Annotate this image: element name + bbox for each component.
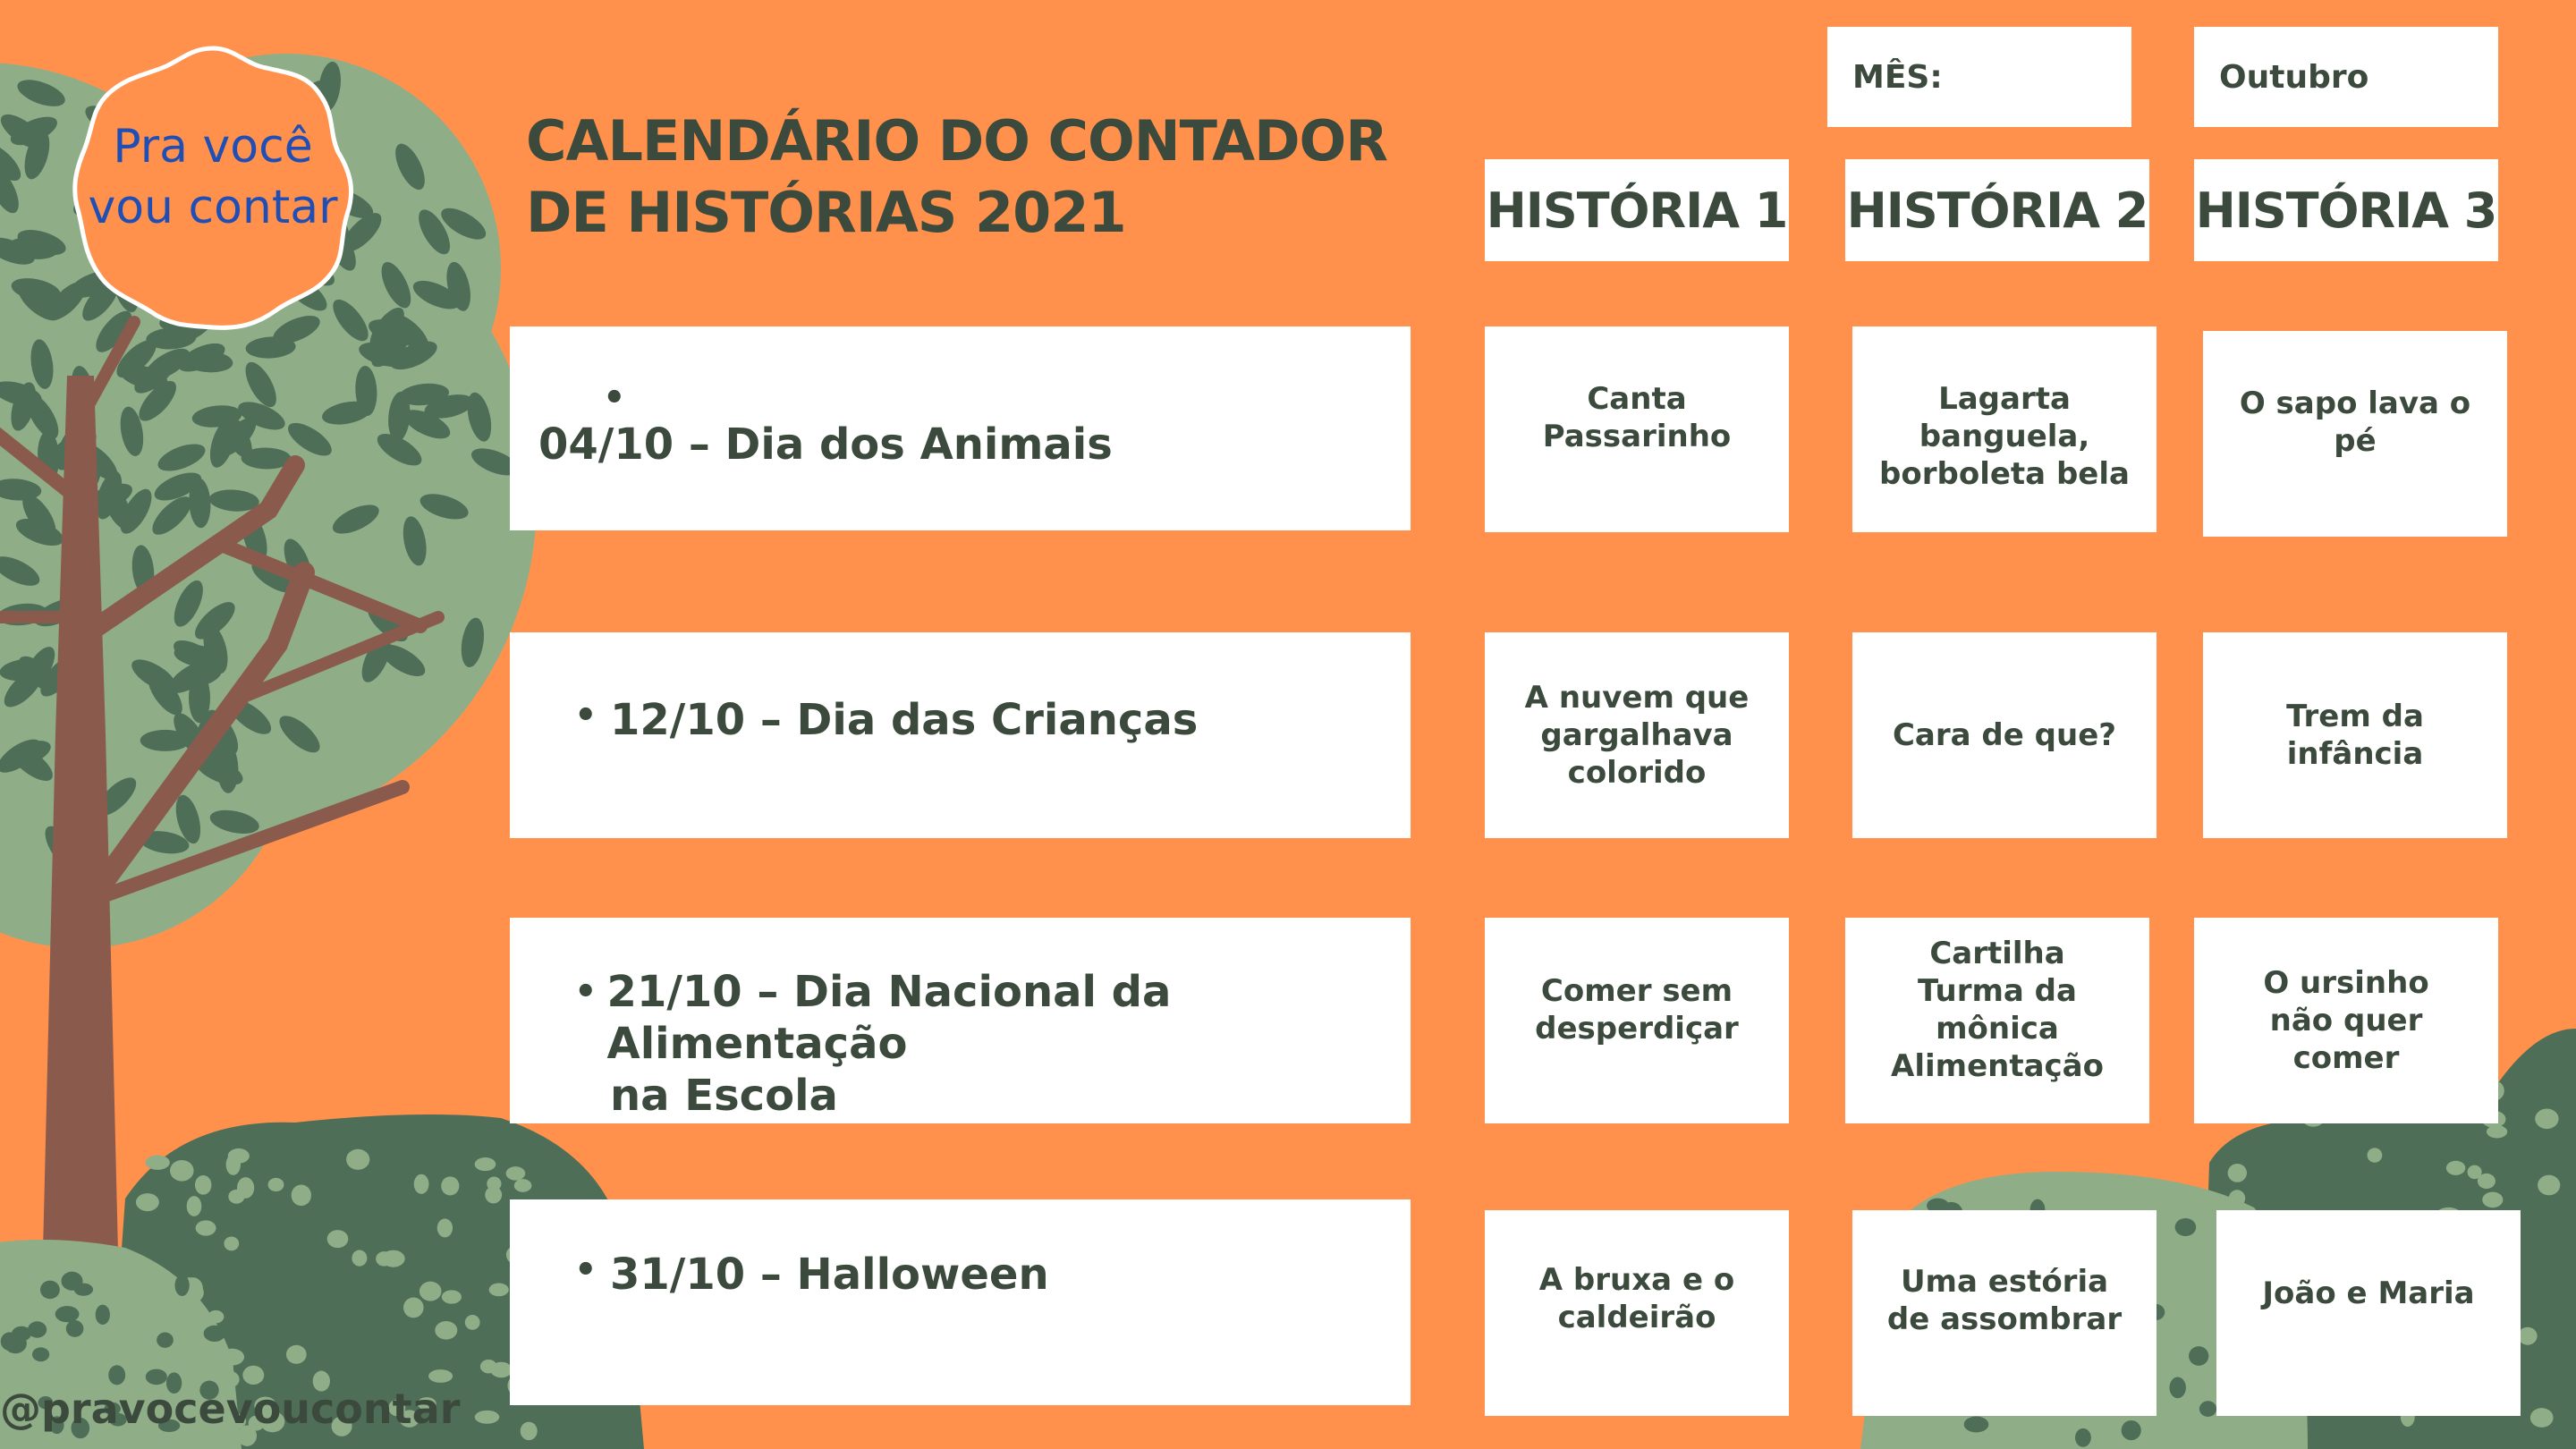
story-title: O ursinho não quer comer <box>2263 965 2429 1076</box>
social-handle: @pravocevoucontar <box>0 1385 461 1433</box>
date-text: 21/10 – Dia Nacional da Alimentação <box>606 967 1172 1069</box>
story-cell <box>2203 632 2507 838</box>
page-title <box>526 106 1387 249</box>
header-label: HISTÓRIA 1 <box>1486 182 1788 239</box>
story-cell <box>1845 918 2149 1123</box>
date-text: 12/10 – Dia das Crianças <box>610 695 1199 745</box>
title-line-1: CALENDÁRIO DO CONTADOR <box>526 108 1388 174</box>
story-cell <box>1852 1210 2157 1416</box>
story-cell <box>1485 326 1789 532</box>
story-title: Canta Passarinho <box>1542 381 1732 454</box>
header-label: HISTÓRIA 3 <box>2195 182 2497 239</box>
logo-line-1: Pra você <box>113 120 313 174</box>
story-title: Trem da infância <box>2286 699 2424 772</box>
month-label: MÊS: <box>1852 58 1943 96</box>
story-cell <box>2216 1210 2521 1416</box>
month-label-box <box>1827 27 2131 127</box>
date-row-4 <box>510 1199 1411 1405</box>
story-title: O sapo lava o pé <box>2239 386 2471 459</box>
story-cell <box>1852 632 2157 838</box>
bullet: • <box>574 971 597 1013</box>
story-title: Cartilha Turma da mônica Alimentação <box>1891 936 2104 1084</box>
story-cell <box>1852 326 2157 532</box>
story-cell <box>1485 632 1789 838</box>
story-title: João e Maria <box>2262 1275 2475 1311</box>
story-title: Comer sem desperdiçar <box>1535 973 1739 1046</box>
header-historia-3 <box>2194 159 2498 261</box>
story-cell <box>2194 918 2498 1123</box>
header-historia-1 <box>1485 159 1789 261</box>
logo-text <box>70 116 356 238</box>
date-text: 31/10 – Halloween <box>610 1250 1049 1300</box>
story-title: Lagarta banguela, borboleta bela <box>1879 381 2130 492</box>
story-title: Cara de que? <box>1892 717 2116 753</box>
bullet: • <box>603 377 626 419</box>
story-cell <box>2203 331 2507 537</box>
bullet: • <box>574 695 597 736</box>
month-value-box <box>2194 27 2498 127</box>
story-title: A nuvem que gargalhava colorido <box>1524 680 1750 791</box>
header-label: HISTÓRIA 2 <box>1846 182 2148 239</box>
header-historia-2 <box>1845 159 2149 261</box>
date-row-2 <box>510 632 1411 838</box>
logo-line-2: vou contar <box>88 181 338 234</box>
title-line-2: DE HISTÓRIAS 2021 <box>526 180 1126 245</box>
date-text-continued: na Escola <box>610 1071 838 1121</box>
date-row-1 <box>510 326 1411 530</box>
date-text: 04/10 – Dia dos Animais <box>538 419 1113 470</box>
month-value: Outubro <box>2219 58 2369 96</box>
date-row-3 <box>510 918 1411 1123</box>
story-title: Uma estória de assombrar <box>1886 1264 2123 1337</box>
bullet: • <box>574 1250 597 1291</box>
story-cell <box>1485 1210 1789 1416</box>
story-title: A bruxa e o caldeirão <box>1538 1262 1735 1335</box>
story-cell <box>1485 918 1789 1123</box>
